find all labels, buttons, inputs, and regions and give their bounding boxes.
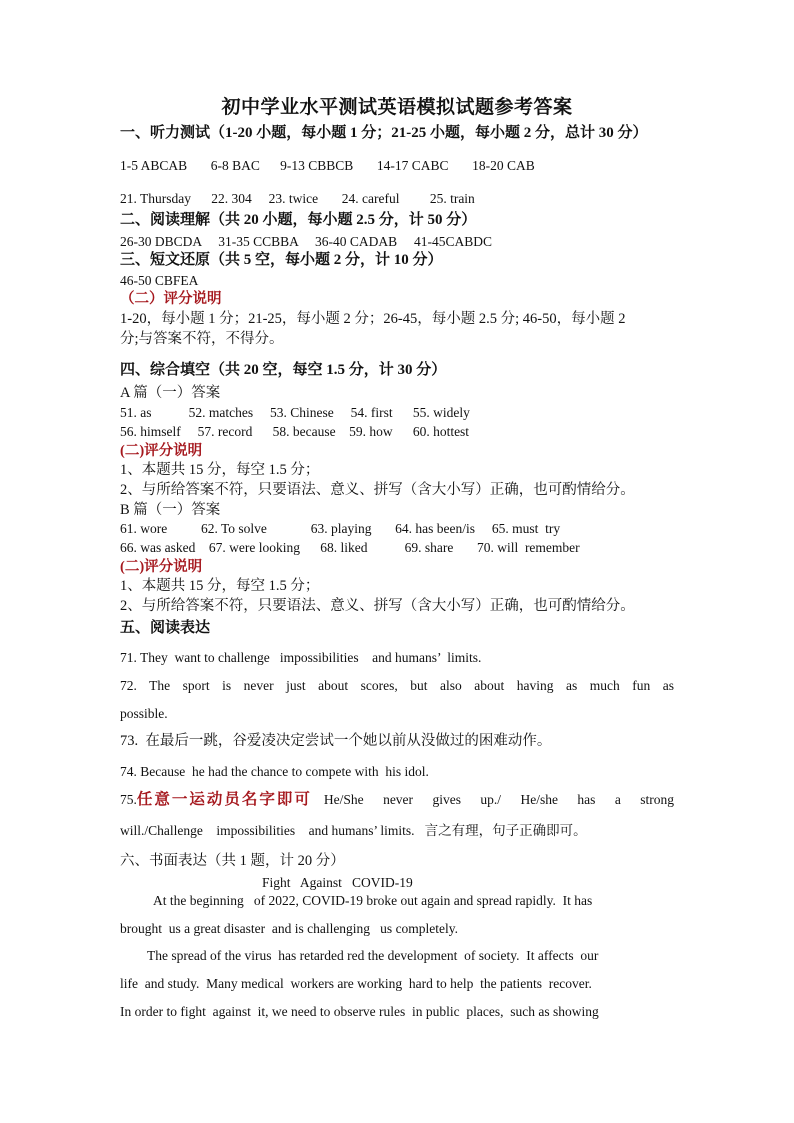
subsection-heading: B 篇（一）答案	[120, 502, 221, 518]
scoring-note-heading: （二）评分说明	[120, 291, 222, 307]
answer-line: 66. was asked 67. were looking 68. liked 69. share 70. will remember	[120, 540, 580, 555]
answer-line: 46-50 CBFEA	[120, 273, 199, 288]
scoring-note-line: 分;与答案不符，不得分。	[120, 331, 284, 347]
scoring-note-line: 1-20，每小题 1 分；21-25，每小题 2 分；26-45，每小题 2.5 分; 46-50，每小题 2	[120, 311, 626, 327]
answer-line: will./Challenge impossibilities and humans’ limits. 言之有理，句子正确即可。	[120, 823, 587, 838]
scoring-note-heading: (二)评分说明	[120, 443, 203, 459]
highlight-note: 任意一运动员名字即可	[136, 791, 312, 808]
answer-line: 72. The sport is never just about scores, but also about having as much fun as	[120, 678, 674, 693]
scoring-note-line: 2、与所给答案不符，只要语法、意义、拼写（含大小写）正确，也可酌情给分。	[120, 482, 635, 498]
answer-line: 26-30 DBCDA 31-35 CCBBA 36-40 CADAB 41-45CABDC	[120, 234, 493, 249]
page-title: 初中学业水平测试英语模拟试题参考答案	[221, 97, 573, 118]
section-heading-reading-expression: 五、阅读表达	[120, 620, 211, 636]
essay-line: The spread of the virus has retarded red the development of society. It affects our	[147, 948, 599, 963]
answer-line: 1-5 ABCAB 6-8 BAC 9-13 CBBCB 14-17 CABC 18-20 CAB	[120, 158, 535, 173]
essay-title: Fight Against COVID-19	[262, 875, 413, 890]
answer-line: 74. Because he had the chance to compete with his idol.	[120, 764, 429, 779]
answer-line: 71. They want to challenge impossibilities and humans’ limits.	[120, 650, 482, 665]
answer-line: 73. 在最后一跳，谷爱凌决定尝试一个她以前从没做过的困难动作。	[120, 733, 552, 749]
scoring-note-line: 1、本题共 15 分，每空 1.5 分；	[120, 578, 320, 594]
answer-text: He/She never gives up./ He/she has a strong	[323, 792, 674, 807]
subsection-heading: A 篇（一）答案	[120, 385, 221, 401]
section-heading-listening: 一、听力测试（1-20 小题，每小题 1 分；21-25 小题，每小题 2 分，总计 30 分）	[120, 125, 648, 141]
answer-line: 21. Thursday 22. 304 23. twice 24. careful 25. train	[120, 191, 475, 206]
section-heading-passage-restoration: 三、短文还原（共 5 空，每小题 2 分，计 10 分）	[120, 252, 443, 268]
question-number: 75.	[120, 792, 137, 807]
answer-line-75	[120, 792, 674, 808]
scoring-note-line: 1、本题共 15 分，每空 1.5 分；	[120, 462, 320, 478]
answer-line: possible.	[120, 706, 168, 721]
answer-line: 61. wore 62. To solve 63. playing 64. has been/is 65. must try	[120, 521, 561, 536]
essay-line: brought us a great disaster and is challenging us completely.	[120, 921, 459, 936]
essay-line: In order to fight against it, we need to observe rules in public places, such as showing	[120, 1004, 599, 1019]
essay-line: life and study. Many medical workers are working hard to help the patients recover.	[120, 976, 592, 991]
answer-line: 51. as 52. matches 53. Chinese 54. first 55. widely	[120, 405, 470, 420]
section-heading-writing: 六、书面表达（共 1 题，计 20 分）	[120, 853, 345, 869]
scoring-note-line: 2、与所给答案不符，只要语法、意义、拼写（含大小写）正确，也可酌情给分。	[120, 598, 635, 614]
essay-line: At the beginning of 2022, COVID-19 broke out again and spread rapidly. It has	[153, 893, 593, 908]
section-heading-reading: 二、阅读理解（共 20 小题，每小题 2.5 分，计 50 分）	[120, 212, 477, 228]
scoring-note-heading: (二)评分说明	[120, 559, 203, 575]
answer-line: 56. himself 57. record 58. because 59. how 60. hottest	[120, 424, 470, 439]
section-heading-cloze: 四、综合填空（共 20 空，每空 1.5 分，计 30 分）	[120, 362, 447, 378]
